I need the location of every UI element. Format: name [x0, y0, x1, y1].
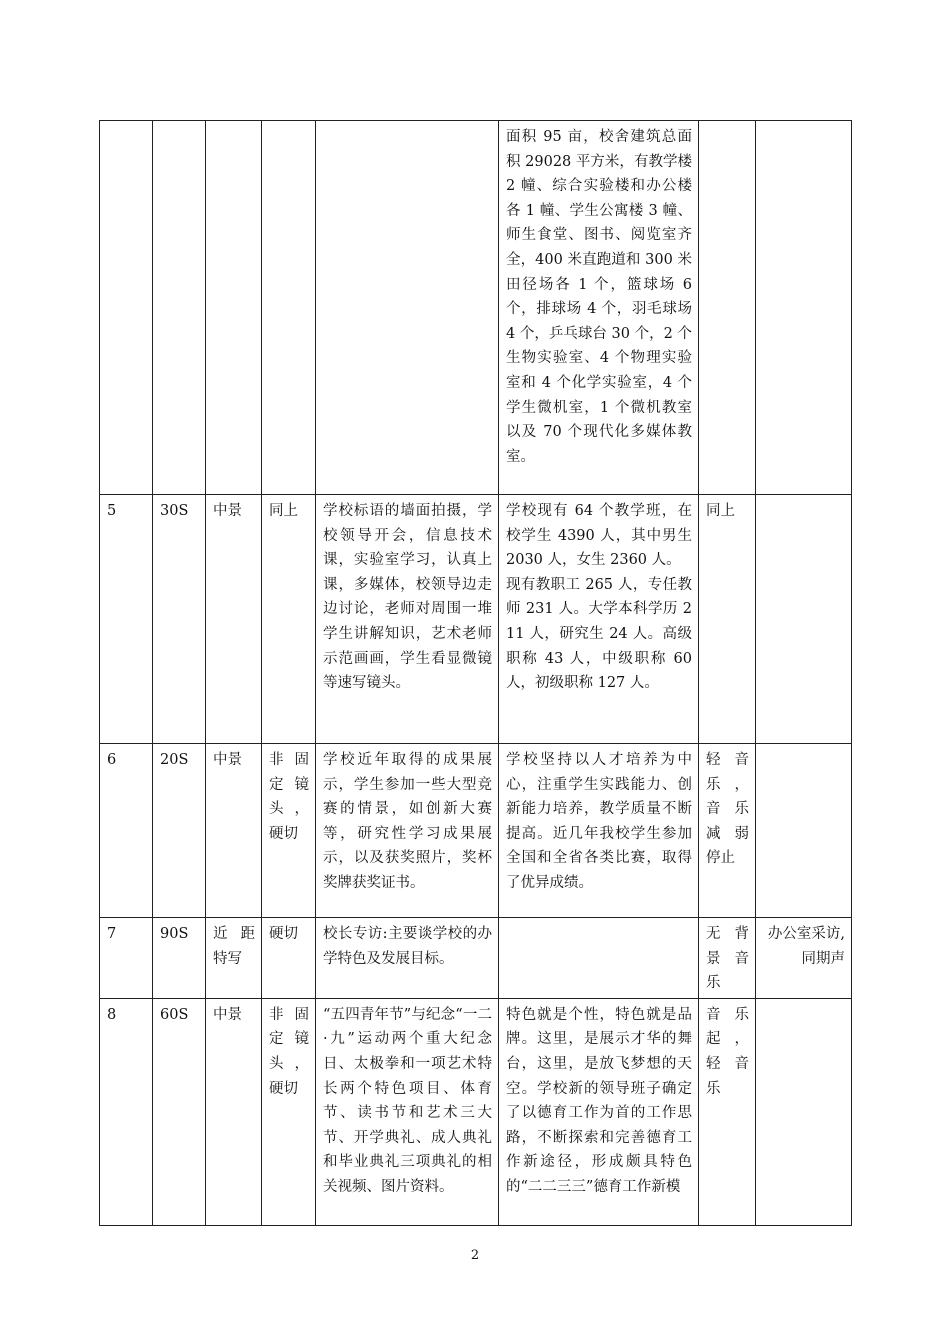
shot-number-cell: 6 [100, 744, 153, 918]
shot-size-cell: 中景 [206, 744, 262, 918]
shot-size-cell [206, 121, 262, 495]
picture-content-cell: 校长专访:主要谈学校的办学特色及发展目标。 [316, 918, 499, 999]
shot-number-cell: 7 [100, 918, 153, 999]
table-row [100, 744, 852, 918]
camera-technique-cell: 硬切 [262, 918, 316, 999]
shot-number-cell [100, 121, 153, 495]
narration-cell [499, 744, 699, 918]
shot-number-cell: 8 [100, 998, 153, 1225]
duration-cell: 60S [153, 998, 206, 1225]
shot-number-cell: 5 [100, 495, 153, 744]
table-row [100, 121, 852, 495]
duration-cell: 90S [153, 918, 206, 999]
music-cell: 轻音乐，音乐减弱停止 [699, 744, 756, 918]
narration-paragraph: 特色就是个性，特色就是品牌。这里，是展示才华的舞台，这里，是放飞梦想的天空。学校新的领导班子确定了以德育工作为首的工作思路，不断探索和完善德育工作新途径，形成颇具特色的“二二三三”德育工作新模 [506, 1006, 692, 1195]
picture-content-cell: 学校近年取得的成果展示，学生参加一些大型竞赛的情景，如创新大赛等，研究性学习成果展示，以及获奖照片，奖杯奖牌获奖证书。 [316, 744, 499, 918]
duration-cell [153, 121, 206, 495]
music-cell [699, 121, 756, 495]
narration-cell [499, 495, 699, 744]
picture-content-cell [316, 121, 499, 495]
shot-size-cell: 中景 [206, 998, 262, 1225]
narration-paragraph: 学校现有 64 个教学班，在校学生 4390 人，其中男生 2030 人，女生 2360 人。 [506, 503, 692, 569]
table-row [100, 918, 852, 999]
narration-cell [499, 918, 699, 999]
narration-paragraph: 现有教职工 265 人，专任教师 231 人。大学本科学历 211 人，研究生 24 人。高级职称 43 人，中级职称 60 人，初级职称 127 人。 [506, 576, 692, 692]
camera-technique-cell [262, 121, 316, 495]
music-cell: 音乐起，轻音乐 [699, 998, 756, 1225]
music-cell: 同上 [699, 495, 756, 744]
table-row [100, 495, 852, 744]
camera-technique-cell: 非固定镜头，硬切 [262, 998, 316, 1225]
duration-cell: 20S [153, 744, 206, 918]
remark-cell [756, 998, 852, 1225]
music-cell: 无背景音乐 [699, 918, 756, 999]
remark-cell [756, 495, 852, 744]
shot-size-cell: 近距特写 [206, 918, 262, 999]
table-row [100, 998, 852, 1225]
narration-cell [499, 998, 699, 1225]
camera-technique-cell: 同上 [262, 495, 316, 744]
picture-content-cell: 学校标语的墙面拍摄，学校领导开会，信息技术课，实验室学习，认真上课，多媒体，校领导边走边讨论，老师对周围一堆学生讲解知识，艺术老师示范画画，学生看显微镜等速写镜头。 [316, 495, 499, 744]
camera-technique-cell: 非固定镜头，硬切 [262, 744, 316, 918]
shot-script-table [99, 120, 852, 1226]
duration-cell: 30S [153, 495, 206, 744]
page-number: 2 [470, 1248, 480, 1263]
shot-size-cell: 中景 [206, 495, 262, 744]
narration-cell [499, 121, 699, 495]
picture-content-cell: “五四青年节”与纪念“一二·九”运动两个重大纪念日、太极拳和一项艺术特长两个特色项目、体育节、读书节和艺术三大节、开学典礼、成人典礼和毕业典礼三项典礼的相关视频、图片资料。 [316, 998, 499, 1225]
narration-paragraph: 学校坚持以人才培养为中心，注重学生实践能力、创新能力培养，教学质量不断提高。近几年我校学生参加全国和全省各类比赛，取得了优异成绩。 [506, 752, 692, 891]
remark-cell [756, 744, 852, 918]
remark-cell: 办公室采访,同期声 [756, 918, 852, 999]
narration-paragraph: 面积 95 亩，校舍建筑总面积 29028 平方米，有教学楼 2 幢、综合实验楼和办公楼各 1 幢、学生公寓楼 3 幢、师生食堂、图书、阅览室齐全，400 米直跑道和 300 米田径场各 1 个，篮球场 6 个，排球场 4 个，羽毛球场 4 个，乒乓球台 30 个，2 个生物实验室、4 个物理实验室和 4 个化学实验室，4 个学生微机室，1 个微机教室以及 70 个现代化多媒体教室。 [506, 129, 692, 465]
remark-cell [756, 121, 852, 495]
table-body [100, 121, 852, 1226]
